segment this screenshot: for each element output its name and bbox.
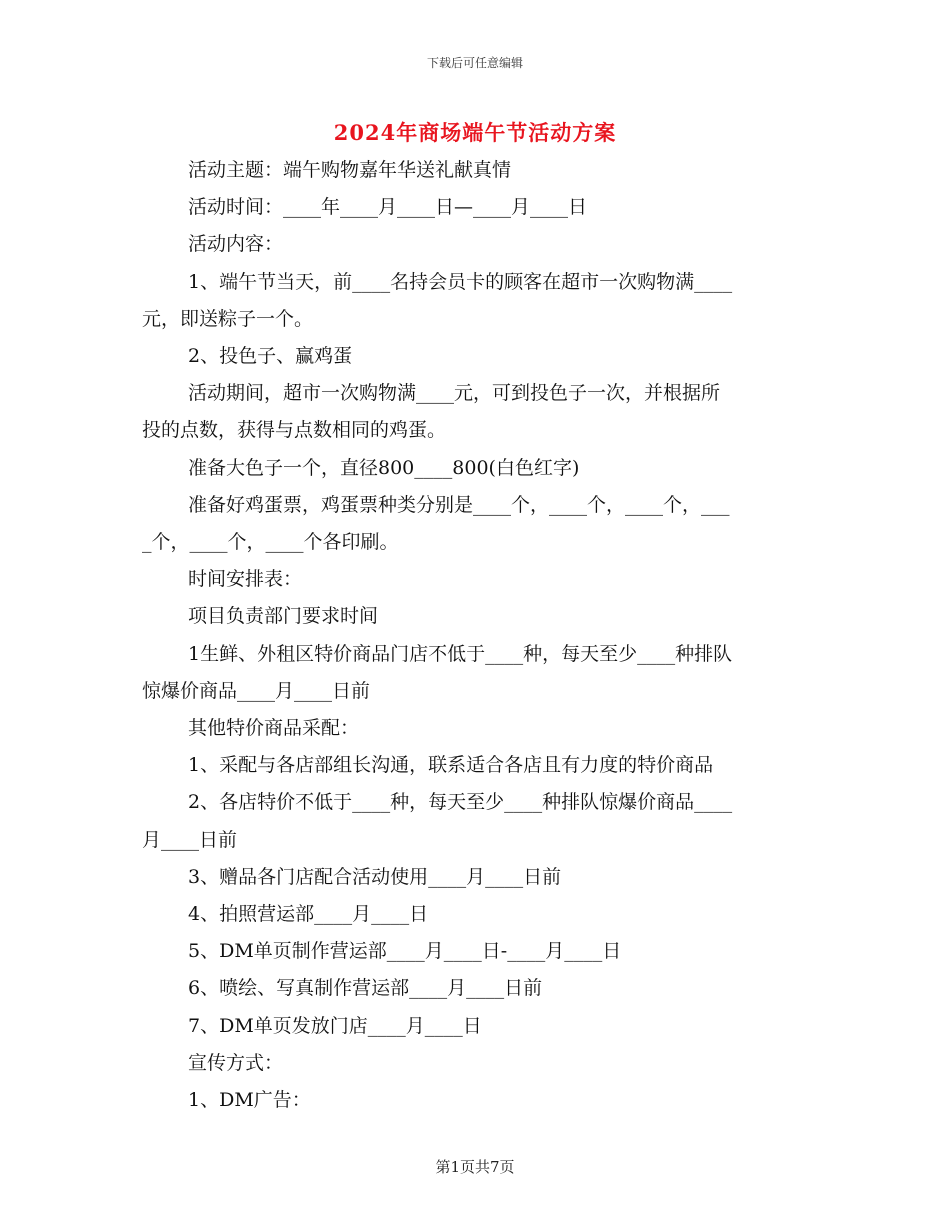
paragraph-line: 项目负责部门要求时间 <box>188 605 379 628</box>
paragraph-line: 其他特价商品采配： <box>188 717 360 740</box>
document-body <box>142 152 808 1119</box>
paragraph-line: 1、采配与各店部组长沟通，联系适合各店且有力度的特价商品 <box>188 754 714 777</box>
paragraph-line: 3、赠品各门店配合活动使用____月____日前 <box>188 865 562 888</box>
page-footer: 第1页共7页 <box>435 1158 515 1176</box>
paragraph-line: 6、喷绘、写真制作营运部____月____日前 <box>188 977 543 1000</box>
paragraph-line: 惊爆价商品____月____日前 <box>142 679 371 702</box>
paragraph-line: _个，____个，____个各印刷。 <box>142 531 399 554</box>
paragraph-line: 月____日前 <box>142 828 238 851</box>
paragraph-line: 活动主题：端午购物嘉年华送礼献真情 <box>188 159 512 181</box>
paragraph-line: 1、DM广告： <box>188 1089 311 1112</box>
paragraph-line: 2、投色子、赢鸡蛋 <box>188 345 353 368</box>
paragraph-line: 宣传方式： <box>188 1051 284 1074</box>
paragraph-line: 7、DM单页发放门店____月____日 <box>188 1014 482 1037</box>
paragraph-line: 时间安排表： <box>188 568 303 591</box>
paragraph-line: 活动时间：____年____月____日—____月____日 <box>188 196 588 219</box>
paragraph-line: 1生鲜、外租区特价商品门店不低于____种，每天至少____种排队 <box>188 642 733 665</box>
paragraph-line: 准备大色子一个，直径800____800(白色红字) <box>188 456 580 479</box>
paragraph-line: 5、DM单页制作营运部____月____日-____月____日 <box>188 940 622 963</box>
paragraph-line: 活动期间，超市一次购物满____元，可到投色子一次，并根据所 <box>188 382 721 405</box>
document-title: 2024年商场端午节活动方案 <box>333 120 617 145</box>
paragraph-line: 投的点数，获得与点数相同的鸡蛋。 <box>142 419 447 442</box>
paragraph-line: 1、端午节当天，前____名持会员卡的顾客在超市一次购物满____ <box>188 270 733 293</box>
paragraph-line: 准备好鸡蛋票，鸡蛋票种类分别是____个，____个，____个，___ <box>188 493 730 516</box>
paragraph-line: 活动内容： <box>188 233 284 256</box>
paragraph-line: 2、各店特价不低于____种，每天至少____种排队惊爆价商品____ <box>188 791 733 814</box>
paragraph-line: 元，即送粽子一个。 <box>142 307 314 330</box>
page-header: 下载后可任意编辑 <box>426 56 523 70</box>
paragraph-line: 4、拍照营运部____月____日 <box>188 903 429 926</box>
